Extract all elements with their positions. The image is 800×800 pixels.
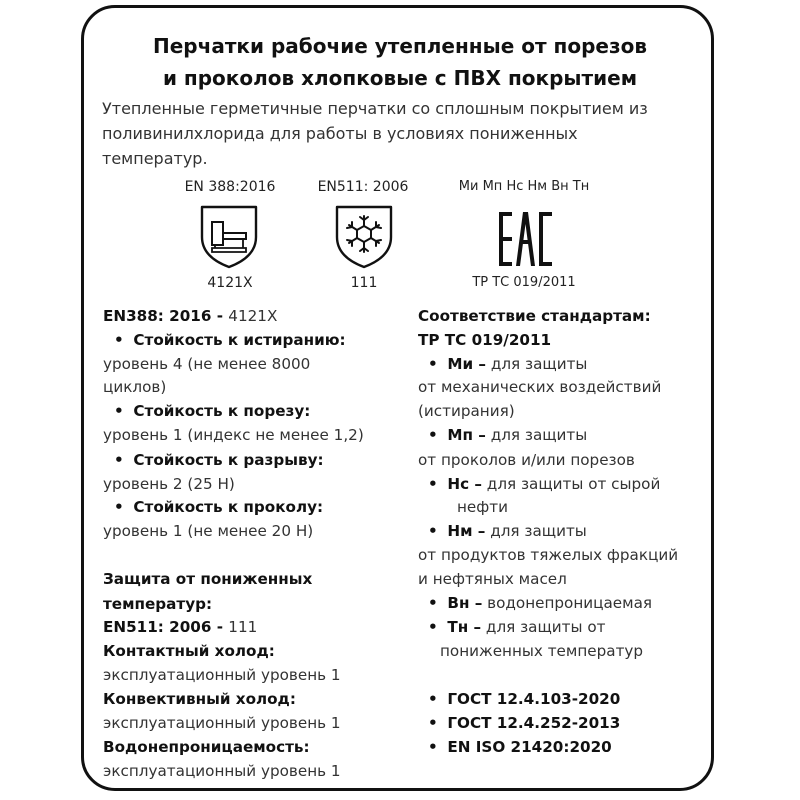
mp-text-2: от проколов и/или порезов [418,451,635,469]
compliance-heading: Соответствие стандартам: [418,307,651,325]
cut-heading: Стойкость к порезу: [133,402,311,420]
abrasion-bullet: • Стойкость к истиранию: [114,331,346,349]
description-line-3: температур. [102,149,208,168]
compliance-regulation: ТР ТС 019/2011 [418,331,552,349]
ns-code: Нс – [447,475,482,493]
contact-cold-heading: Контактный холод: [103,642,275,660]
abrasion-heading: Стойкость к истиранию: [133,331,346,349]
en388-standard-label: EN 388:2016 [184,179,276,195]
contact-cold-value: эксплуатационный уровень 1 [103,666,341,684]
eac-mark-icon [497,210,555,268]
ns-text-2: нефти [457,498,508,516]
convective-cold-value: эксплуатационный уровень 1 [103,714,341,732]
nm-text-3: и нефтяных масел [418,570,567,588]
cold-heading-line-1: Защита от пониженных [103,570,313,588]
cold-heading-line-2: температур: [103,595,213,613]
mi-text-2: от механических воздействий [418,378,662,396]
en388-heading: EN388: 2016 - [103,307,229,325]
mi-text-1: для защиты [486,355,588,373]
mp-code: Мп – [447,426,486,444]
en388-summary [103,305,277,329]
shield-snowflake-icon [334,204,394,270]
tn-bullet: • Тн – для защиты от [428,618,606,636]
waterproof-heading: Водонепроницаемость: [103,738,310,756]
nm-text-1: для защиты [485,522,587,540]
protection-codes-label: Ми Мп Нс Нм Вн Тн [458,179,590,194]
nm-code: Нм – [447,522,486,540]
gost-2: ГОСТ 12.4.252-2013 [447,714,621,732]
ns-text-1: для защиты от сырой [481,475,661,493]
vn-bullet: • Вн – водонепроницаемая [428,594,653,612]
ns-bullet: • Нс – для защиты от сырой [428,475,661,493]
mi-code: Ми – [447,355,487,373]
gost-2-bullet: • ГОСТ 12.4.252-2013 [428,714,621,732]
en-iso: EN ISO 21420:2020 [447,738,612,756]
mi-text-3: (истирания) [418,402,515,420]
abrasion-value-line-1: уровень 4 (не менее 8000 [103,355,311,373]
gost-1-bullet: • ГОСТ 12.4.103-2020 [428,690,621,708]
mi-bullet: • Ми – для защиты [428,355,588,373]
tear-value: уровень 2 (25 Н) [103,475,235,493]
title-line-1: Перчатки рабочие утепленные от порезов [152,34,647,58]
tear-bullet: • Стойкость к разрыву: [114,451,324,469]
mp-text-1: для защиты [485,426,588,444]
puncture-value: уровень 1 (не менее 20 Н) [103,522,314,540]
en388-code: 4121X [228,307,278,325]
tn-text-2: пониженных температур [440,642,644,660]
tear-heading: Стойкость к разрыву: [133,451,324,469]
vn-code: Вн – [447,594,483,612]
en511-code-label: 111 [350,275,378,291]
abrasion-value-line-2: циклов) [103,378,167,396]
tn-code: Тн – [447,618,482,636]
gost-1: ГОСТ 12.4.103-2020 [447,690,621,708]
convective-cold-heading: Конвективный холод: [103,690,296,708]
en511-summary [103,616,257,640]
nm-text-2: от продуктов тяжелых фракций [418,546,679,564]
cut-bullet: • Стойкость к порезу: [114,402,311,420]
puncture-bullet: • Стойкость к проколу: [114,498,324,516]
description-line-2: поливинилхлорида для работы в условиях пониженных [102,124,578,143]
description-line-1: Утепленные герметичные перчатки со сплошным покрытием из [102,99,648,118]
waterproof-value: эксплуатационный уровень 1 [103,762,341,780]
nm-bullet: • Нм – для защиты [428,522,587,540]
en-iso-bullet: • EN ISO 21420:2020 [428,738,612,756]
en511-heading: EN511: 2006 - [103,618,229,636]
eac-regulation-label: ТР ТС 019/2011 [472,275,576,290]
en511-code: 111 [228,618,258,636]
en511-standard-label: EN511: 2006 [317,179,409,195]
cut-value: уровень 1 (индекс не менее 1,2) [103,426,364,444]
shield-hammer-icon [199,204,259,270]
mp-bullet: • Мп – для защиты [428,426,588,444]
en388-code-label: 4121X [207,275,253,291]
vn-text-1: водонепроницаемая [482,594,653,612]
puncture-heading: Стойкость к проколу: [133,498,324,516]
title-line-2: и проколов хлопковые с ПВХ покрытием [162,66,638,90]
tn-text-1: для защиты от [481,618,606,636]
